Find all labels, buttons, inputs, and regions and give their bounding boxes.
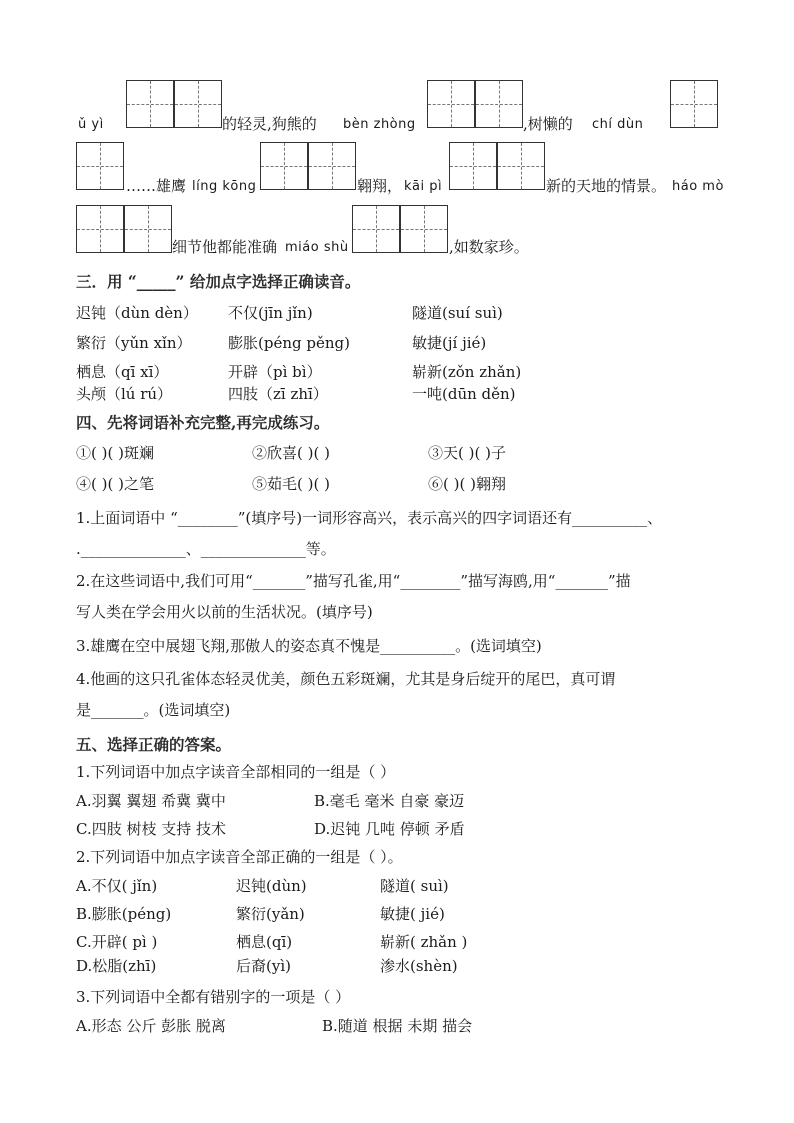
answer-option-d: 后裔(yì) xyxy=(236,957,291,975)
writing-grid-box[interactable] xyxy=(174,80,222,128)
idiom-item[interactable]: ①( )( )斑斓 xyxy=(76,444,154,462)
writing-grid-box[interactable] xyxy=(427,80,475,128)
question-text: 3.雄鹰在空中展翅飞翔,那傲人的姿态真不愧是__________。(选词填空) xyxy=(76,637,542,655)
idiom-item[interactable]: ②欣喜( )( ) xyxy=(252,444,330,462)
writing-grid-box[interactable] xyxy=(475,80,523,128)
writing-grid-box[interactable] xyxy=(497,142,545,190)
pronunciation-option[interactable]: 栖息（qī xī） xyxy=(76,363,169,381)
section-heading: 五、选择正确的答案。 xyxy=(76,735,232,754)
idiom-item[interactable]: ⑤茹毛( )( ) xyxy=(252,475,330,493)
answer-option-b[interactable]: B.毫毛 毫米 自豪 豪迈 xyxy=(314,792,465,810)
pinyin-hint: háo mò xyxy=(672,179,724,194)
answer-option-b: 繁衍(yǎn) xyxy=(236,905,305,923)
answer-option-b[interactable]: B.膨胀(péng) xyxy=(76,905,172,923)
writing-grid-box[interactable] xyxy=(449,142,497,190)
writing-grid-box[interactable] xyxy=(352,205,400,253)
answer-option-a[interactable]: A.不仅( jǐn) xyxy=(76,877,158,895)
answer-option-c[interactable]: C.开辟( pì ) xyxy=(76,933,158,951)
answer-option-a[interactable]: A.羽翼 翼翅 希冀 冀中 xyxy=(76,792,226,810)
sentence-text: 翱翔， xyxy=(357,177,403,195)
answer-option-a: 隧道( suì) xyxy=(380,877,449,895)
pronunciation-option[interactable]: 不仅(jīn jǐn) xyxy=(228,304,313,322)
pinyin-hint: chí dùn xyxy=(592,117,644,132)
sentence-text: ,如数家珍。 xyxy=(449,238,529,256)
pronunciation-option[interactable]: 头颅（lú rú） xyxy=(76,385,173,403)
answer-option-c: 栖息(qī) xyxy=(236,933,293,951)
sentence-text: 细节他都能准确 xyxy=(172,238,278,256)
answer-option-b[interactable]: B.随道 根据 未期 描会 xyxy=(322,1017,473,1035)
answer-option-a: 迟钝(dùn) xyxy=(236,877,307,895)
answer-option-d[interactable]: D.迟钝 几吨 停顿 矛盾 xyxy=(314,820,465,838)
question-text: .______________、______________等。 xyxy=(76,540,336,558)
question-text: 2.下列词语中加点字读音全部正确的一组是（ ）。 xyxy=(76,848,403,866)
pronunciation-option[interactable]: 迟钝（dùn dèn） xyxy=(76,304,198,322)
pinyin-hint: kāi pì xyxy=(404,179,443,194)
writing-grid-box[interactable] xyxy=(126,80,174,128)
pinyin-hint: ǔ yì xyxy=(78,117,104,132)
writing-grid-box[interactable] xyxy=(76,205,124,253)
answer-option-d: 渗水(shèn) xyxy=(380,957,458,975)
writing-grid-box[interactable] xyxy=(400,205,448,253)
writing-grid-box[interactable] xyxy=(670,80,718,128)
pronunciation-option[interactable]: 隧道(suí suì) xyxy=(412,304,503,322)
pinyin-hint: miáo shù xyxy=(285,240,349,255)
pronunciation-option[interactable]: 一吨(dūn děn) xyxy=(412,385,516,403)
answer-option-a[interactable]: A.形态 公斤 彭胀 脱离 xyxy=(76,1017,226,1035)
writing-grid-box[interactable] xyxy=(124,205,172,253)
pronunciation-option[interactable]: 繁衍（yǔn xǐn） xyxy=(76,334,192,352)
idiom-item[interactable]: ④( )( )之笔 xyxy=(76,475,154,493)
writing-grid-box[interactable] xyxy=(308,142,356,190)
pronunciation-option[interactable]: 膨胀(péng pěng) xyxy=(228,334,350,352)
question-text: 写人类在学会用火以前的生活状况。(填序号) xyxy=(76,603,373,621)
writing-grid-box[interactable] xyxy=(76,142,124,190)
pinyin-hint: bèn zhòng xyxy=(343,117,416,132)
writing-grid-box[interactable] xyxy=(260,142,308,190)
idiom-item[interactable]: ⑥( )( )翱翔 xyxy=(428,475,506,493)
section-heading: 三．用 “_____” 给加点字选择正确读音。 xyxy=(76,272,361,291)
sentence-text: ……雄鹰 xyxy=(126,177,187,195)
pronunciation-option[interactable]: 崭新(zǒn zhǎn) xyxy=(412,363,522,381)
question-text: 4.他画的这只孔雀体态轻灵优美，颜色五彩斑斓，尤其是身后绽开的尾巴，真可谓 xyxy=(76,670,616,688)
section-heading: 四、先将词语补充完整,再完成练习。 xyxy=(76,413,330,432)
pronunciation-option[interactable]: 四肢（zī zhī） xyxy=(228,385,328,403)
question-text: 3.下列词语中全都有错别字的一项是（ ） xyxy=(76,988,351,1006)
sentence-text: 新的天地的情景。 xyxy=(546,177,667,195)
sentence-text: 的轻灵,狗熊的 xyxy=(222,115,317,133)
answer-option-d[interactable]: D.松脂(zhī) xyxy=(76,957,157,975)
question-text: 2.在这些词语中,我们可用“_______”描写孔雀,用“________”描写海鸥,用“_______”描 xyxy=(76,572,631,590)
sentence-text: ,树懒的 xyxy=(523,115,573,133)
answer-option-c[interactable]: C.四肢 树枝 支持 技术 xyxy=(76,820,227,838)
pronunciation-option[interactable]: 敏捷(jí jié) xyxy=(412,334,487,352)
question-text: 1.上面词语中 “________”(填序号)一词形容高兴，表示高兴的四字词语还有__________、 xyxy=(76,509,663,527)
answer-option-b: 敏捷( jié) xyxy=(380,905,445,923)
question-text: 是_______。(选词填空) xyxy=(76,701,231,719)
answer-option-c: 崭新( zhǎn ) xyxy=(380,933,468,951)
idiom-item[interactable]: ③天( )( )子 xyxy=(428,444,506,462)
pinyin-hint: líng kōng xyxy=(192,179,257,194)
question-text: 1.下列词语中加点字读音全部相同的一组是（ ） xyxy=(76,763,396,781)
pronunciation-option[interactable]: 开辟（pì bì） xyxy=(228,363,322,381)
